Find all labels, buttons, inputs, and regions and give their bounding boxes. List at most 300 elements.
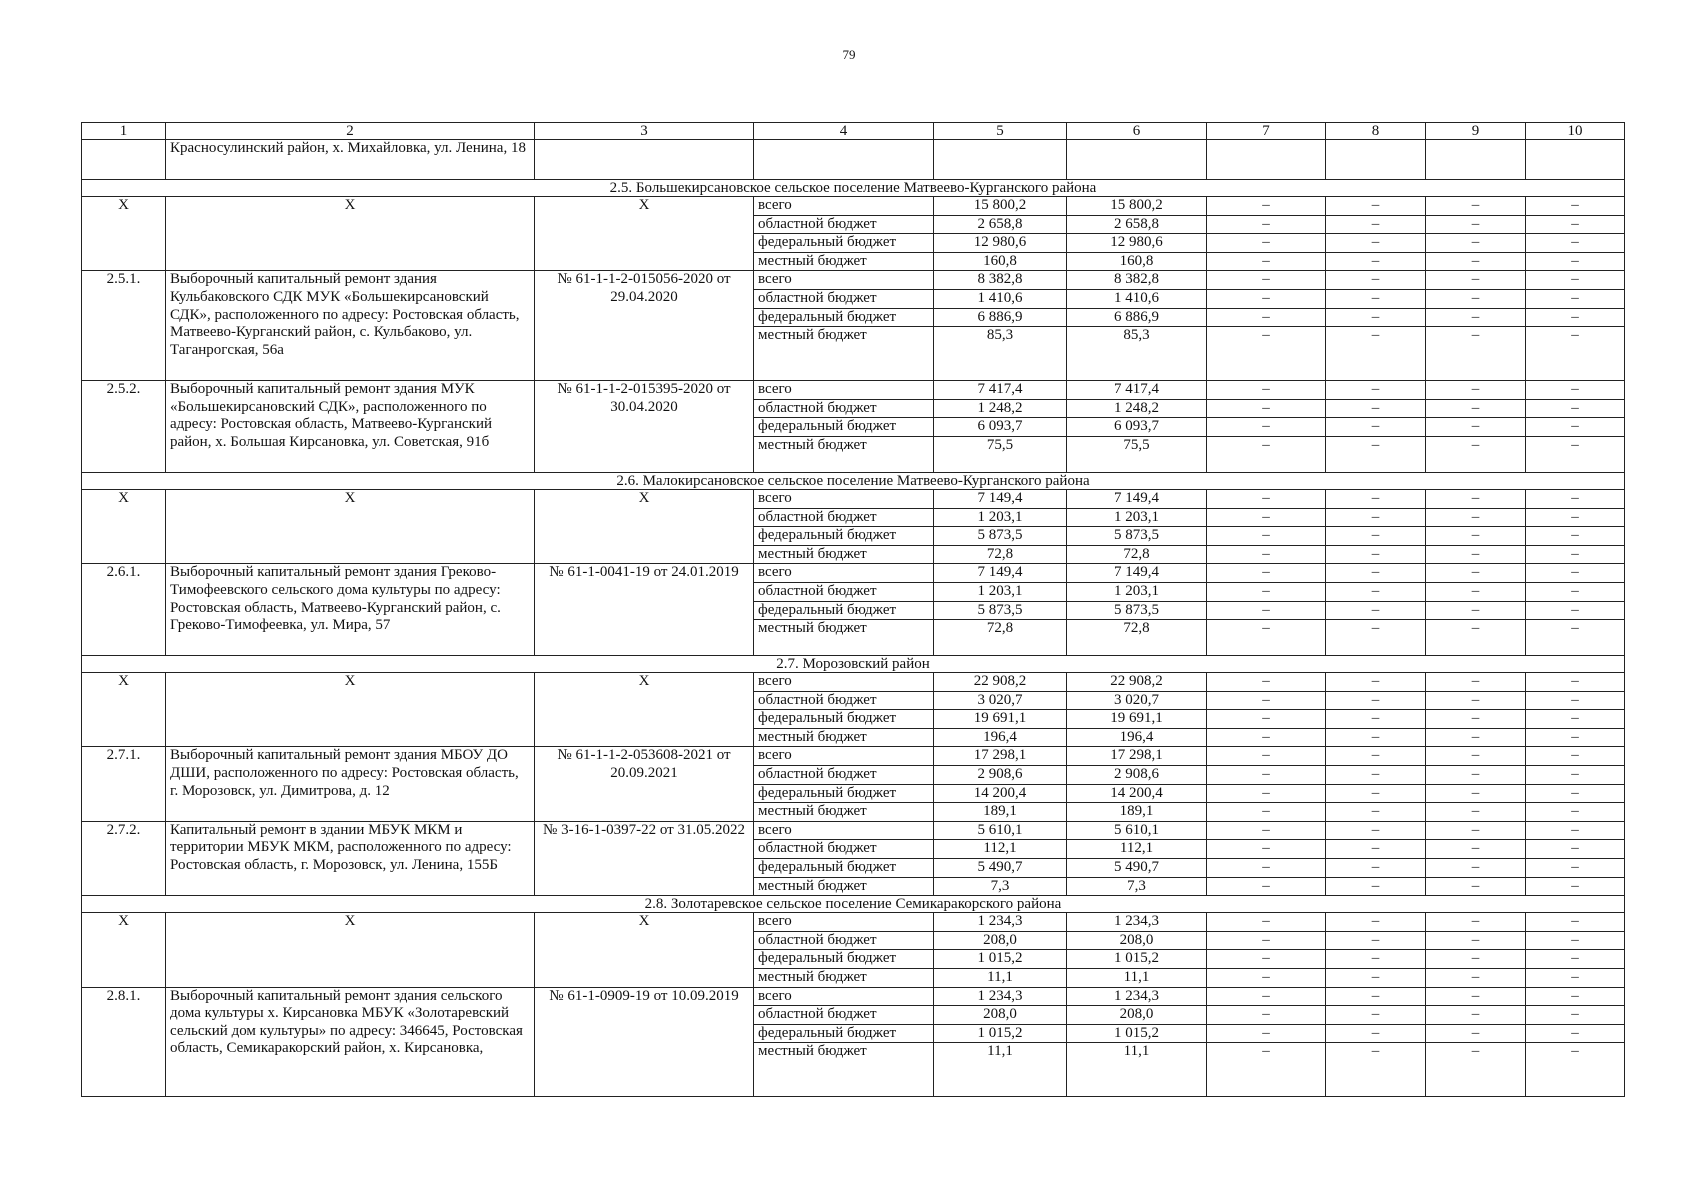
object-name: Выборочный капитальный ремонт здания МБОУ ДО ДШИ, расположенного по адресу: Ростовская область, г. Морозовск, ул. Димитрова, д. 12 <box>166 747 535 821</box>
empty-value-dash: – <box>1426 691 1526 710</box>
budget-local-label: местный бюджет <box>754 545 934 564</box>
value-col6: 1 203,1 <box>1067 582 1207 601</box>
value-col5: 5 873,5 <box>934 601 1067 620</box>
summary-x-mark: Х <box>82 673 166 747</box>
empty-value-dash: – <box>1326 308 1426 327</box>
value-col5: 112,1 <box>934 840 1067 859</box>
empty-value-dash: – <box>1326 197 1426 216</box>
value-col5: 6 093,7 <box>934 418 1067 437</box>
empty-value-dash: – <box>1207 436 1326 472</box>
empty-value-dash: – <box>1207 784 1326 803</box>
empty-value-dash: – <box>1426 620 1526 656</box>
value-col5: 5 490,7 <box>934 859 1067 878</box>
empty-value-dash: – <box>1326 859 1426 878</box>
budget-federal-label: федеральный бюджет <box>754 784 934 803</box>
empty-value-dash: – <box>1526 840 1625 859</box>
value-col5: 2 658,8 <box>934 215 1067 234</box>
empty-value-dash: – <box>1426 1043 1526 1097</box>
item-number: 2.8.1. <box>82 987 166 1097</box>
value-col5: 1 234,3 <box>934 913 1067 932</box>
budget-row <box>82 747 1625 766</box>
section-title: 2.6. Малокирсановское сельское поселение Матвеево-Курганского района <box>82 472 1625 489</box>
value-col6: 7 417,4 <box>1067 381 1207 400</box>
section-heading-row <box>82 180 1625 197</box>
value-col5: 17 298,1 <box>934 747 1067 766</box>
budget-total-label: всего <box>754 747 934 766</box>
empty-value-dash: – <box>1426 821 1526 840</box>
empty-value-dash: – <box>1426 1024 1526 1043</box>
empty-value-dash: – <box>1207 987 1326 1006</box>
empty-value-dash: – <box>1526 289 1625 308</box>
value-col5: 7 417,4 <box>934 381 1067 400</box>
empty-value-dash: – <box>1426 381 1526 400</box>
column-number: 7 <box>1207 123 1326 140</box>
value-col6: 5 873,5 <box>1067 601 1207 620</box>
empty-value-dash: – <box>1526 215 1625 234</box>
budget-row <box>82 564 1625 583</box>
empty-value-dash: – <box>1526 234 1625 253</box>
empty-value-dash: – <box>1207 252 1326 271</box>
empty-value-dash: – <box>1326 289 1426 308</box>
empty-value-dash: – <box>1207 859 1326 878</box>
empty-value-dash: – <box>1526 710 1625 729</box>
budget-local-label: местный бюджет <box>754 877 934 896</box>
budget-row <box>82 197 1625 216</box>
object-name: Капитальный ремонт в здании МБУК МКМ и территории МБУК МКМ, расположенного по адресу: Ростовская область, г. Морозовск, ул. Ленина, 155Б <box>166 821 535 895</box>
value-col5: 1 015,2 <box>934 1024 1067 1043</box>
empty-value-dash: – <box>1326 931 1426 950</box>
empty-value-dash: – <box>1426 747 1526 766</box>
empty-value-dash: – <box>1326 527 1426 546</box>
empty-value-dash: – <box>1326 710 1426 729</box>
empty-value-dash: – <box>1207 803 1326 822</box>
empty-value-dash: – <box>1207 545 1326 564</box>
empty-value-dash: – <box>1526 620 1625 656</box>
budget-total-label: всего <box>754 821 934 840</box>
budget-table <box>81 122 1625 1097</box>
object-name: Выборочный капитальный ремонт здания Кульбаковского СДК МУК «Большекирсановский СДК», расположенного по адресу: Ростовская область, Матвеево-Курганский район, с. Кульбаково, ул. Таганрогская, 56а <box>166 271 535 381</box>
value-col6: 85,3 <box>1067 327 1207 381</box>
empty-value-dash: – <box>1526 913 1625 932</box>
page-number: 79 <box>842 47 856 62</box>
summary-x-mark: Х <box>166 489 535 563</box>
empty-value-dash: – <box>1207 308 1326 327</box>
empty-value-dash: – <box>1207 399 1326 418</box>
empty-value-dash: – <box>1526 784 1625 803</box>
budget-local-label: местный бюджет <box>754 803 934 822</box>
value-col5: 85,3 <box>934 327 1067 381</box>
empty-value-dash: – <box>1326 327 1426 381</box>
section-title: 2.5. Большекирсановское сельское поселение Матвеево-Курганского района <box>82 180 1625 197</box>
summary-x-mark: Х <box>166 197 535 271</box>
empty-value-dash: – <box>1326 747 1426 766</box>
budget-row <box>82 673 1625 692</box>
empty-value-dash: – <box>1326 234 1426 253</box>
value-col5: 12 980,6 <box>934 234 1067 253</box>
approval-document: № 61-1-1-2-015056-2020 от 29.04.2020 <box>535 271 754 381</box>
summary-x-mark: Х <box>535 913 754 987</box>
empty-value-dash: – <box>1326 215 1426 234</box>
empty-value-dash: – <box>1526 271 1625 290</box>
item-number: 2.5.1. <box>82 271 166 381</box>
empty-value-dash: – <box>1326 969 1426 988</box>
value-col6: 72,8 <box>1067 620 1207 656</box>
empty-value-dash: – <box>1207 1043 1326 1097</box>
value-col5: 19 691,1 <box>934 710 1067 729</box>
budget-total-label: всего <box>754 271 934 290</box>
empty-value-dash: – <box>1326 436 1426 472</box>
budget-total-label: всего <box>754 987 934 1006</box>
empty-value-dash: – <box>1526 950 1625 969</box>
value-col5: 72,8 <box>934 545 1067 564</box>
empty-value-dash: – <box>1526 308 1625 327</box>
empty-value-dash: – <box>1207 327 1326 381</box>
empty-value-dash: – <box>1207 969 1326 988</box>
summary-x-mark: Х <box>82 913 166 987</box>
empty-value-dash: – <box>1207 215 1326 234</box>
empty-value-dash: – <box>1326 582 1426 601</box>
empty-value-dash: – <box>1426 784 1526 803</box>
empty-value-dash: – <box>1526 564 1625 583</box>
empty-value-dash: – <box>1426 1006 1526 1025</box>
item-number: 2.7.2. <box>82 821 166 895</box>
value-col5: 11,1 <box>934 1043 1067 1097</box>
empty-value-dash: – <box>1326 784 1426 803</box>
empty-value-dash: – <box>1207 197 1326 216</box>
empty-value-dash: – <box>1207 289 1326 308</box>
summary-x-mark: Х <box>535 673 754 747</box>
value-col6: 17 298,1 <box>1067 747 1207 766</box>
value-col5: 160,8 <box>934 252 1067 271</box>
item-number-cell <box>82 140 166 180</box>
value-col6: 12 980,6 <box>1067 234 1207 253</box>
empty-value-dash: – <box>1326 673 1426 692</box>
empty-value-dash: – <box>1426 840 1526 859</box>
value-col6: 196,4 <box>1067 728 1207 747</box>
budget-federal-label: федеральный бюджет <box>754 418 934 437</box>
value-col5: 1 410,6 <box>934 289 1067 308</box>
empty-value-dash: – <box>1326 545 1426 564</box>
empty-value-dash: – <box>1526 436 1625 472</box>
empty-value-dash: – <box>1326 252 1426 271</box>
value-col6: 5 873,5 <box>1067 527 1207 546</box>
empty-value-dash: – <box>1207 527 1326 546</box>
empty-value-dash: – <box>1326 489 1426 508</box>
value-col6: 75,5 <box>1067 436 1207 472</box>
column-number: 6 <box>1067 123 1207 140</box>
value-col6: 5 610,1 <box>1067 821 1207 840</box>
value-col5: 7,3 <box>934 877 1067 896</box>
budget-total-label: всего <box>754 489 934 508</box>
empty-value-dash: – <box>1426 710 1526 729</box>
empty-value-dash: – <box>1526 508 1625 527</box>
empty-value-dash: – <box>1207 601 1326 620</box>
empty-value-dash: – <box>1526 691 1625 710</box>
empty-value-dash: – <box>1526 821 1625 840</box>
empty-value-dash: – <box>1426 271 1526 290</box>
summary-x-mark: Х <box>166 673 535 747</box>
summary-x-mark: Х <box>535 489 754 563</box>
empty-value-dash: – <box>1326 766 1426 785</box>
summary-x-mark: Х <box>535 197 754 271</box>
empty-value-dash: – <box>1207 489 1326 508</box>
empty-value-dash: – <box>1426 197 1526 216</box>
empty-value-dash: – <box>1326 418 1426 437</box>
column-number: 1 <box>82 123 166 140</box>
budget-federal-label: федеральный бюджет <box>754 1024 934 1043</box>
item-number: 2.6.1. <box>82 564 166 656</box>
empty-value-dash: – <box>1526 582 1625 601</box>
budget-local-label: местный бюджет <box>754 728 934 747</box>
empty-value-dash: – <box>1526 489 1625 508</box>
empty-value-dash: – <box>1326 508 1426 527</box>
value-col5: 5 873,5 <box>934 527 1067 546</box>
empty-value-dash: – <box>1526 399 1625 418</box>
empty-value-dash: – <box>1426 803 1526 822</box>
budget-local-label: местный бюджет <box>754 436 934 472</box>
empty-value-dash: – <box>1207 691 1326 710</box>
summary-x-mark: Х <box>82 197 166 271</box>
budget-regional-label: областной бюджет <box>754 766 934 785</box>
value-col5: 7 149,4 <box>934 489 1067 508</box>
value-col6: 8 382,8 <box>1067 271 1207 290</box>
empty-value-dash: – <box>1326 399 1426 418</box>
empty-value-dash: – <box>1207 766 1326 785</box>
value-col6: 112,1 <box>1067 840 1207 859</box>
empty-value-dash: – <box>1207 821 1326 840</box>
empty-value-dash: – <box>1426 545 1526 564</box>
empty-value-dash: – <box>1526 987 1625 1006</box>
budget-federal-label: федеральный бюджет <box>754 950 934 969</box>
empty-value-dash: – <box>1207 931 1326 950</box>
empty-value-dash: – <box>1426 508 1526 527</box>
empty-value-dash: – <box>1326 691 1426 710</box>
empty-value-dash: – <box>1526 1024 1625 1043</box>
budget-regional-label: областной бюджет <box>754 215 934 234</box>
value-col5: 15 800,2 <box>934 197 1067 216</box>
empty-value-dash: – <box>1207 418 1326 437</box>
empty-value-dash: – <box>1326 1024 1426 1043</box>
empty-value-dash: – <box>1526 1043 1625 1097</box>
empty-value-dash: – <box>1207 950 1326 969</box>
value-col6: 1 248,2 <box>1067 399 1207 418</box>
budget-federal-label: федеральный бюджет <box>754 601 934 620</box>
empty-value-dash: – <box>1526 418 1625 437</box>
budget-row <box>82 271 1625 290</box>
budget-row <box>82 821 1625 840</box>
budget-regional-label: областной бюджет <box>754 931 934 950</box>
empty-value-dash: – <box>1207 747 1326 766</box>
value-col6: 15 800,2 <box>1067 197 1207 216</box>
empty-value-dash: – <box>1426 215 1526 234</box>
empty-value-dash: – <box>1207 840 1326 859</box>
value-col6: 7 149,4 <box>1067 489 1207 508</box>
empty-value-dash: – <box>1426 931 1526 950</box>
empty-value-dash: – <box>1426 489 1526 508</box>
empty-value-dash: – <box>1207 508 1326 527</box>
value-col6: 1 203,1 <box>1067 508 1207 527</box>
empty-value-dash: – <box>1526 969 1625 988</box>
empty-value-dash: – <box>1526 252 1625 271</box>
empty-value-dash: – <box>1426 859 1526 878</box>
value-col5: 8 382,8 <box>934 271 1067 290</box>
value-col6: 1 234,3 <box>1067 987 1207 1006</box>
empty-value-dash: – <box>1526 859 1625 878</box>
value-col6: 14 200,4 <box>1067 784 1207 803</box>
column-number-row <box>82 123 1625 140</box>
empty-value-dash: – <box>1426 950 1526 969</box>
empty-value-dash: – <box>1207 728 1326 747</box>
budget-total-label: всего <box>754 381 934 400</box>
approval-document: № 61-1-1-2-053608-2021 от 20.09.2021 <box>535 747 754 821</box>
empty-value-dash: – <box>1426 877 1526 896</box>
budget-total-label: всего <box>754 913 934 932</box>
value-col5: 22 908,2 <box>934 673 1067 692</box>
empty-value-dash: – <box>1326 620 1426 656</box>
value-col5: 72,8 <box>934 620 1067 656</box>
value-col5: 14 200,4 <box>934 784 1067 803</box>
empty-value-dash: – <box>1526 728 1625 747</box>
column-number: 4 <box>754 123 934 140</box>
empty-value-dash: – <box>1326 987 1426 1006</box>
value-col6: 1 234,3 <box>1067 913 1207 932</box>
budget-row <box>82 987 1625 1006</box>
budget-regional-label: областной бюджет <box>754 840 934 859</box>
empty-value-dash: – <box>1326 1006 1426 1025</box>
budget-federal-label: федеральный бюджет <box>754 234 934 253</box>
value-col6: 1 410,6 <box>1067 289 1207 308</box>
value-col6: 19 691,1 <box>1067 710 1207 729</box>
budget-row <box>82 913 1625 932</box>
empty-value-dash: – <box>1326 381 1426 400</box>
value-col6: 208,0 <box>1067 1006 1207 1025</box>
empty-value-dash: – <box>1426 234 1526 253</box>
budget-local-label: местный бюджет <box>754 620 934 656</box>
budget-federal-label: федеральный бюджет <box>754 710 934 729</box>
column-number: 9 <box>1426 123 1526 140</box>
budget-local-label: местный бюджет <box>754 969 934 988</box>
summary-x-mark: Х <box>166 913 535 987</box>
empty-value-dash: – <box>1526 601 1625 620</box>
approval-document: № 61-1-0041-19 от 24.01.2019 <box>535 564 754 656</box>
empty-value-dash: – <box>1426 418 1526 437</box>
empty-value-dash: – <box>1426 913 1526 932</box>
empty-value-dash: – <box>1326 271 1426 290</box>
section-heading-row <box>82 896 1625 913</box>
value-col6: 7,3 <box>1067 877 1207 896</box>
value-col6: 72,8 <box>1067 545 1207 564</box>
item-number: 2.5.2. <box>82 381 166 473</box>
empty-value-dash: – <box>1526 545 1625 564</box>
column-number: 3 <box>535 123 754 140</box>
empty-value-dash: – <box>1207 234 1326 253</box>
empty-value-dash: – <box>1426 728 1526 747</box>
empty-value-dash: – <box>1526 327 1625 381</box>
value-col5: 7 149,4 <box>934 564 1067 583</box>
value-col6: 3 020,7 <box>1067 691 1207 710</box>
budget-regional-label: областной бюджет <box>754 1006 934 1025</box>
value-col5: 196,4 <box>934 728 1067 747</box>
value-col6: 6 093,7 <box>1067 418 1207 437</box>
empty-value-dash: – <box>1207 673 1326 692</box>
value-col5: 1 234,3 <box>934 987 1067 1006</box>
empty-value-dash: – <box>1207 582 1326 601</box>
value-col5: 75,5 <box>934 436 1067 472</box>
section-heading-row <box>82 656 1625 673</box>
empty-value-dash: – <box>1207 1024 1326 1043</box>
value-col5: 5 610,1 <box>934 821 1067 840</box>
value-col5: 208,0 <box>934 1006 1067 1025</box>
budget-regional-label: областной бюджет <box>754 582 934 601</box>
empty-value-dash: – <box>1326 601 1426 620</box>
budget-regional-label: областной бюджет <box>754 691 934 710</box>
empty-value-dash: – <box>1426 252 1526 271</box>
object-name: Выборочный капитальный ремонт здания сельского дома культуры х. Кирсановка МБУК «Золотаревский сельский дом культуры» по адресу: 346645, Ростовская область, Семикаракорский район, х. Кирсановка, <box>166 987 535 1097</box>
empty-value-dash: – <box>1426 399 1526 418</box>
empty-value-dash: – <box>1207 564 1326 583</box>
budget-total-label: всего <box>754 197 934 216</box>
empty-value-dash: – <box>1526 381 1625 400</box>
empty-value-dash: – <box>1426 601 1526 620</box>
budget-regional-label: областной бюджет <box>754 399 934 418</box>
empty-value-dash: – <box>1526 1006 1625 1025</box>
value-col5: 189,1 <box>934 803 1067 822</box>
column-number: 8 <box>1326 123 1426 140</box>
empty-value-dash: – <box>1426 308 1526 327</box>
column-number: 2 <box>166 123 535 140</box>
empty-value-dash: – <box>1526 766 1625 785</box>
budget-regional-label: областной бюджет <box>754 289 934 308</box>
empty-value-dash: – <box>1326 1043 1426 1097</box>
item-number: 2.7.1. <box>82 747 166 821</box>
continuation-row <box>82 140 1625 180</box>
empty-value-dash: – <box>1207 877 1326 896</box>
empty-value-dash: – <box>1426 766 1526 785</box>
value-col6: 1 015,2 <box>1067 1024 1207 1043</box>
budget-federal-label: федеральный бюджет <box>754 527 934 546</box>
budget-row <box>82 489 1625 508</box>
empty-value-dash: – <box>1526 803 1625 822</box>
empty-value-dash: – <box>1426 969 1526 988</box>
section-heading-row <box>82 472 1625 489</box>
empty-value-dash: – <box>1526 931 1625 950</box>
approval-document: № 3-16-1-0397-22 от 31.05.2022 <box>535 821 754 895</box>
budget-local-label: местный бюджет <box>754 252 934 271</box>
approval-document: № 61-1-1-2-015395-2020 от 30.04.2020 <box>535 381 754 473</box>
empty-value-dash: – <box>1426 564 1526 583</box>
value-col6: 189,1 <box>1067 803 1207 822</box>
summary-x-mark: Х <box>82 489 166 563</box>
object-name: Красносулинский район, х. Михайловка, ул. Ленина, 18 <box>166 140 535 180</box>
value-col6: 2 658,8 <box>1067 215 1207 234</box>
value-col6: 160,8 <box>1067 252 1207 271</box>
budget-regional-label: областной бюджет <box>754 508 934 527</box>
object-name: Выборочный капитальный ремонт здания МУК «Большекирсановский СДК», расположенного по адресу: Ростовская область, Матвеево-Курганский район, х. Большая Кирсановка, ул. Советская, 91б <box>166 381 535 473</box>
empty-value-dash: – <box>1426 327 1526 381</box>
approval-document: № 61-1-0909-19 от 10.09.2019 <box>535 987 754 1097</box>
empty-value-dash: – <box>1326 564 1426 583</box>
column-number: 5 <box>934 123 1067 140</box>
empty-value-dash: – <box>1326 913 1426 932</box>
empty-value-dash: – <box>1207 620 1326 656</box>
value-col5: 3 020,7 <box>934 691 1067 710</box>
empty-value-dash: – <box>1207 913 1326 932</box>
value-col6: 5 490,7 <box>1067 859 1207 878</box>
budget-total-label: всего <box>754 673 934 692</box>
value-col5: 1 248,2 <box>934 399 1067 418</box>
empty-value-dash: – <box>1526 673 1625 692</box>
budget-total-label: всего <box>754 564 934 583</box>
